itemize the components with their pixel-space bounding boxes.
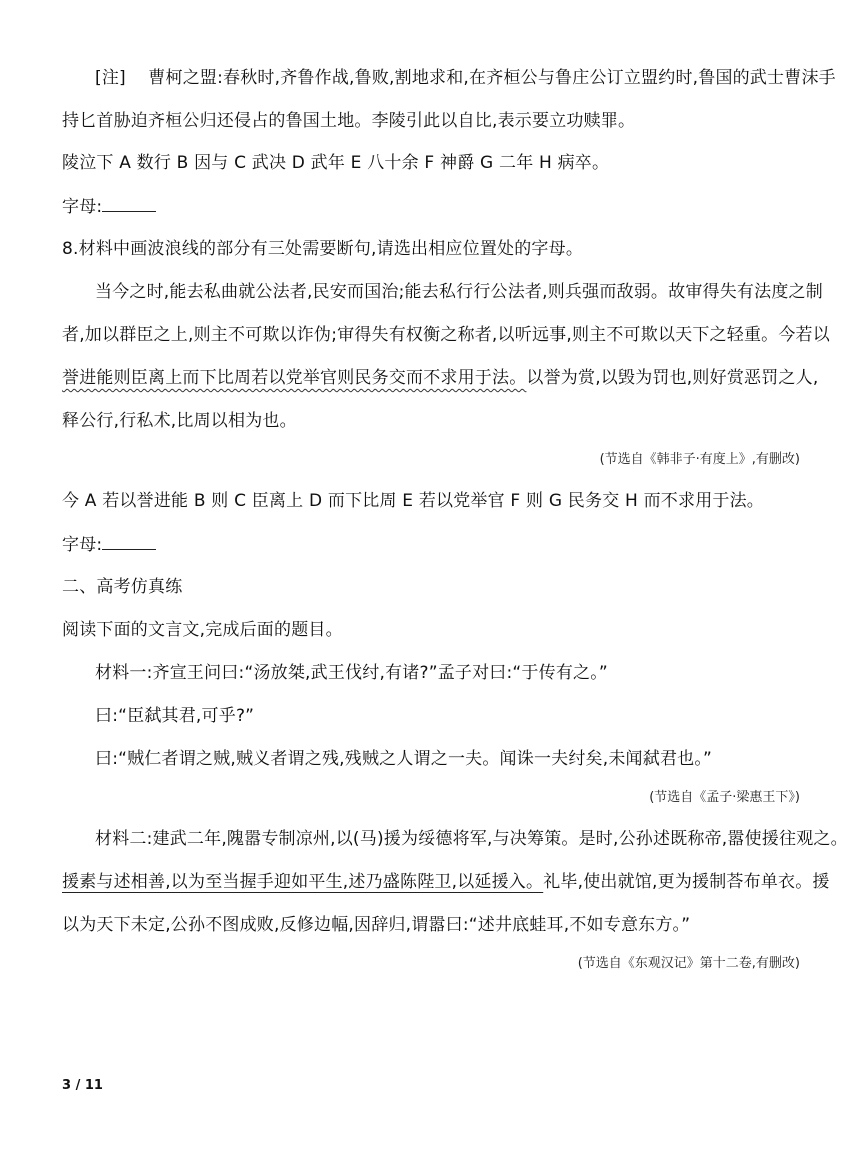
material1-line-2: 曰:“臣弑其君,可乎?” (95, 706, 255, 726)
note-line-2: 持匕首胁迫齐桓公归还侵占的鲁国土地。李陵引此以自比,表示要立功赎罪。 (62, 111, 636, 131)
q7-options: 陵泣下 A 数行 B 因与 C 武决 D 武年 E 八十余 F 神爵 G 二年 H 病卒。 (62, 153, 610, 173)
note-text-1: 曹柯之盟:春秋时,齐鲁作战,鲁败,割地求和,在齐桓公与鲁庄公订立盟约时,鲁国的武士曹沫手 (148, 68, 836, 88)
q8-passage-line-2: 者,加以群臣之上,则主不可欺以诈伪;审得失有权衡之称者,以听远事,则主不可欺以天下之轻重。今若以 (62, 325, 830, 345)
q8-answer-blank[interactable] (102, 533, 156, 550)
page-number: 3 / 11 (62, 1078, 103, 1093)
q8-source: (节选自《韩非子·有度上》,有删改) (599, 452, 800, 467)
q8-passage-line-4: 释公行,行私术,比周以相为也。 (62, 411, 297, 431)
q8-passage-line-3-rest: 以誉为赏,以毁为罚也,则好赏恶罚之人, (526, 368, 819, 388)
material1-line-3: 曰:“贼仁者谓之贼,贼义者谓之残,残贼之人谓之一夫。闻诛一夫纣矣,未闻弑君也。” (95, 749, 713, 769)
note-tag: [注] (95, 68, 126, 88)
section-instruction: 阅读下面的文言文,完成后面的题目。 (62, 620, 343, 640)
q8-passage-line-3 (62, 367, 818, 389)
material1-line-1: 材料一:齐宣王问曰:“汤放桀,武王伐纣,有诸?”孟子对曰:“于传有之。” (95, 663, 608, 683)
material2-line-3: 以为天下未定,公孙不图成败,反修边幅,因辞归,谓嚣曰:“述井底蛙耳,不如专意东方。” (62, 915, 691, 935)
material1-source: (节选自《孟子·梁惠王下》) (649, 790, 800, 805)
q8-answer (62, 533, 156, 556)
q7-answer-blank[interactable] (102, 195, 156, 212)
q8-wavy-text: 誉进能则臣离上而下比周若以党举官则民务交而不求用于法。 (62, 368, 527, 388)
q8-passage-line-1: 当今之时,能去私曲就公法者,民安而国治;能去私行行公法者,则兵强而敌弱。故审得失有法度之制 (95, 282, 823, 302)
q7-answer (62, 195, 156, 218)
q8-answer-label: 字母: (62, 535, 103, 555)
note-line-1 (95, 67, 836, 89)
q8-prompt: 8.材料中画波浪线的部分有三处需要断句,请选出相应位置处的字母。 (62, 239, 584, 259)
material2-line-2 (62, 871, 830, 893)
material2-underlined-text: 援素与述相善,以为至当握手迎如平生,述乃盛陈陛卫,以延援入。 (62, 872, 544, 892)
material2-source: (节选自《东观汉记》第十二卷,有删改) (577, 956, 800, 971)
q7-answer-label: 字母: (62, 197, 103, 217)
q8-options: 今 A 若以誉进能 B 则 C 臣离上 D 而下比周 E 若以党举官 F 则 G 民务交 H 而不求用于法。 (62, 491, 764, 511)
material2-line-2-rest: 礼毕,使出就馆,更为援制荅布单衣。援 (543, 872, 830, 892)
section-heading: 二、高考仿真练 (62, 577, 183, 597)
material2-line-1: 材料二:建武二年,隗嚣专制凉州,以(马)援为绥德将军,与决筹策。是时,公孙述既称帝,嚣使援往观之。 (95, 829, 848, 849)
